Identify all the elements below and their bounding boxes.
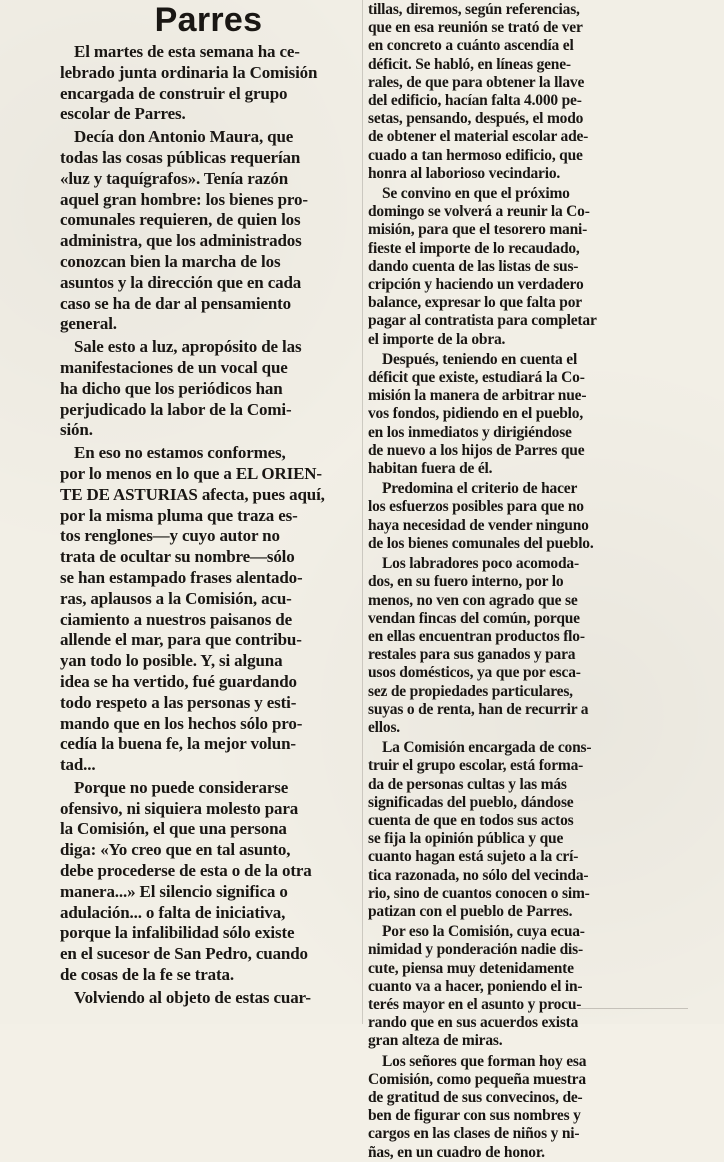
- article-line: general.: [60, 314, 117, 334]
- article-line: suyas o de renta, han de recurrir a: [368, 700, 589, 718]
- article-line: El martes de esta semana ha ce-: [74, 42, 300, 61]
- article-line: Comisión, como pequeña muestra: [368, 1070, 586, 1088]
- article-line: Por eso la Comisión, cuya ecua-: [382, 923, 585, 941]
- article-line: allende el mar, para que contribu-: [60, 630, 302, 650]
- article-line: caso se ha de dar al pensamiento: [60, 293, 292, 313]
- article-line: cuado a tan hermoso edificio, que: [368, 146, 583, 164]
- article-line: dos, en su fuero interno, por lo: [368, 573, 564, 591]
- article-line: yan todo lo posible. Y, si alguna: [60, 651, 283, 671]
- article-line: significadas del pueblo, dándose: [368, 793, 574, 811]
- article-line: en ellas encuentran productos flo-: [368, 627, 585, 645]
- article-line: Porque no puede considerarse: [74, 777, 289, 797]
- article-line: honra al laborioso vecindario.: [368, 164, 561, 182]
- article-line: manera...» El silencio significa o: [60, 881, 288, 901]
- article-line: vendan fincas del común, porque: [368, 609, 580, 627]
- article-line: sión.: [60, 420, 93, 440]
- article-line: ñas, en un cuadro de honor.: [368, 1143, 545, 1161]
- article-line: ciamiento a nuestros paisanos de: [60, 609, 292, 629]
- article-line: de obtener el material escolar ade-: [368, 128, 589, 146]
- article-line: tillas, diremos, según referencias,: [368, 1, 580, 18]
- article-line: manifestaciones de un vocal que: [60, 357, 288, 377]
- article-line: se fija la opinión pública y que: [368, 830, 564, 848]
- article-line: misión la manera de arbitrar nue-: [368, 387, 587, 405]
- article-line: usos domésticos, ya que por esca-: [368, 664, 581, 682]
- right-column-text: [368, 1, 686, 1162]
- article-line: diga: «Yo creo que en tal asunto,: [60, 840, 291, 860]
- article-line: cuanto va a hacer, poniendo el in-: [368, 977, 583, 995]
- article-line: gran alteza de miras.: [368, 1032, 503, 1050]
- article-line: todo respeto a las personas y esti-: [60, 692, 297, 712]
- article-line: porque la infalibilidad sólo existe: [60, 923, 295, 943]
- article-line: Los labradores poco acomoda-: [382, 555, 579, 573]
- article-line: habitan fuera de él.: [368, 460, 493, 478]
- article-line: pagar al contratista para completar: [368, 312, 597, 330]
- article-line: sez de propiedades particulares,: [368, 682, 573, 700]
- article-line: tad...: [60, 755, 96, 775]
- article-line: Predomina el criterio de hacer: [382, 480, 578, 498]
- article-line: idea se ha vertido, fué guardando: [60, 671, 297, 691]
- article-line: de gratitud de sus convecinos, de-: [368, 1088, 583, 1106]
- article-line: de los bienes comunales del pueblo.: [368, 534, 594, 552]
- article-line: Después, teniendo en cuenta el: [382, 350, 578, 368]
- article-line: ras, aplausos a la Comisión, acu-: [60, 588, 292, 608]
- article-line: escolar de Parres.: [60, 104, 186, 124]
- article-line: balance, expresar lo que falta por: [368, 294, 582, 312]
- article-line: vos fondos, pidiendo en el pueblo,: [368, 405, 583, 423]
- article-line: en el sucesor de San Pedro, cuando: [60, 944, 308, 964]
- article-title: Parres: [154, 1, 263, 39]
- article-line: menos, no ven con agrado que se: [368, 591, 578, 609]
- footer-rule: [578, 1008, 688, 1016]
- article-line: Sale esto a luz, apropósito de las: [74, 337, 302, 357]
- article-line: trata de ocultar su nombre—sólo: [60, 547, 295, 567]
- article-line: ha dicho que los periódicos han: [60, 378, 283, 398]
- article-line: terés mayor en el asunto y procu-: [368, 995, 582, 1013]
- article-line: por lo menos en lo que a EL ORIEN-: [60, 463, 322, 483]
- article-line: cargos en las clases de niños y ni-: [368, 1125, 580, 1143]
- article-line: el importe de la obra.: [368, 330, 506, 348]
- article-line: setas, pensando, después, el modo: [368, 110, 584, 128]
- article-line: restales para sus ganados y para: [368, 646, 576, 664]
- right-column: [368, 0, 686, 1161]
- article-line: ben de figurar con sus nombres y: [368, 1107, 581, 1125]
- article-line: fieste el importe de lo recaudado,: [368, 239, 580, 257]
- article-line: cripción y haciendo un verdadero: [368, 276, 584, 294]
- article-line: La Comisión encargada de cons-: [382, 739, 592, 757]
- article-line: truir el grupo escolar, está forma-: [368, 757, 584, 775]
- article-line: conozcan bien la marcha de los: [60, 251, 281, 271]
- article-line: cute, piensa muy detenidamente: [368, 959, 574, 977]
- article-line: adulación... o falta de iniciativa,: [60, 902, 286, 922]
- article-line: en los inmediatos y dirigiéndose: [368, 423, 572, 441]
- left-column-text: [60, 42, 357, 1009]
- article-line: rio, sino de cuantos conocen o sim-: [368, 884, 590, 902]
- article-line: tos renglones—y cuyo autor no: [60, 526, 280, 546]
- article-line: déficit que existe, estudiará la Co-: [368, 369, 585, 387]
- article-line: todas las cosas públicas requerían: [60, 147, 301, 167]
- article-line: en concreto a cuánto ascendía el: [368, 37, 574, 55]
- article-line: de nuevo a los hijos de Parres que: [368, 441, 585, 459]
- article-line: administra, que los administrados: [60, 231, 302, 251]
- article-line: la Comisión, el que una persona: [60, 819, 287, 839]
- article-line: Decía don Antonio Maura, que: [74, 127, 294, 147]
- article-line: del edificio, hacían falta 4.000 pe-: [368, 92, 582, 110]
- article-line: rales, de que para obtener la llave: [368, 73, 585, 91]
- column-divider: [362, 0, 363, 1024]
- article-line: que en esa reunión se trató de ver: [368, 19, 583, 37]
- article-line: mando que en los hechos sólo pro-: [60, 713, 303, 733]
- article-line: comunales requieren, de quien los: [60, 210, 301, 230]
- article-line: cuanto hagan está sujeto a la crí-: [368, 848, 579, 866]
- article-line: rando que en sus acuerdos exista: [368, 1014, 579, 1032]
- article-line: lebrado junta ordinaria la Comisión: [60, 62, 318, 82]
- article-line: misión, para que el tesorero mani-: [368, 221, 588, 239]
- article-line: patizan con el pueblo de Parres.: [368, 902, 573, 920]
- article-line: TE DE ASTURIAS afecta, pues aquí,: [60, 484, 325, 504]
- article-line: haya necesidad de vender ninguno: [368, 516, 589, 534]
- article-line: perjudicado la labor de la Comi-: [60, 399, 292, 419]
- article-line: domingo se volverá a reunir la Co-: [368, 203, 590, 221]
- article-line: Volviendo al objeto de estas cuar-: [74, 987, 311, 1007]
- article-line: tica razonada, no sólo del vecinda-: [368, 866, 589, 884]
- article-line: los esfuerzos posibles para que no: [368, 498, 584, 516]
- article-line: cedía la buena fe, la mejor volun-: [60, 734, 296, 754]
- article-line: encargada de construir el grupo: [60, 83, 288, 103]
- article-line: dando cuenta de las listas de sus-: [368, 257, 579, 275]
- left-column: [60, 0, 357, 1024]
- article-line: debe procederse de esta o de la otra: [60, 861, 312, 881]
- article-line: se han estampado frases alentado-: [60, 567, 303, 587]
- article-line: de cosas de la fe se trata.: [60, 965, 234, 985]
- article-line: déficit. Se habló, en líneas gene-: [368, 55, 571, 73]
- article-line: cuenta de que en todos sus actos: [368, 811, 574, 829]
- article-line: ofensivo, ni siquiera molesto para: [60, 798, 299, 818]
- article-line: asuntos y la dirección que en cada: [60, 272, 302, 292]
- article-line: da de personas cultas y las más: [368, 775, 567, 793]
- article-line: Los señores que forman hoy esa: [382, 1052, 587, 1070]
- article-line: Se convino en que el próximo: [382, 185, 570, 203]
- article-line: En eso no estamos conformes,: [74, 443, 286, 463]
- article-line: aquel gran hombre: los bienes pro-: [60, 189, 308, 209]
- article-line: «luz y taquígrafos». Tenía razón: [60, 168, 289, 188]
- article-line: ellos.: [368, 718, 400, 736]
- article-line: por la misma pluma que traza es-: [60, 505, 298, 525]
- article-line: nimidad y ponderación nadie dis-: [368, 941, 583, 959]
